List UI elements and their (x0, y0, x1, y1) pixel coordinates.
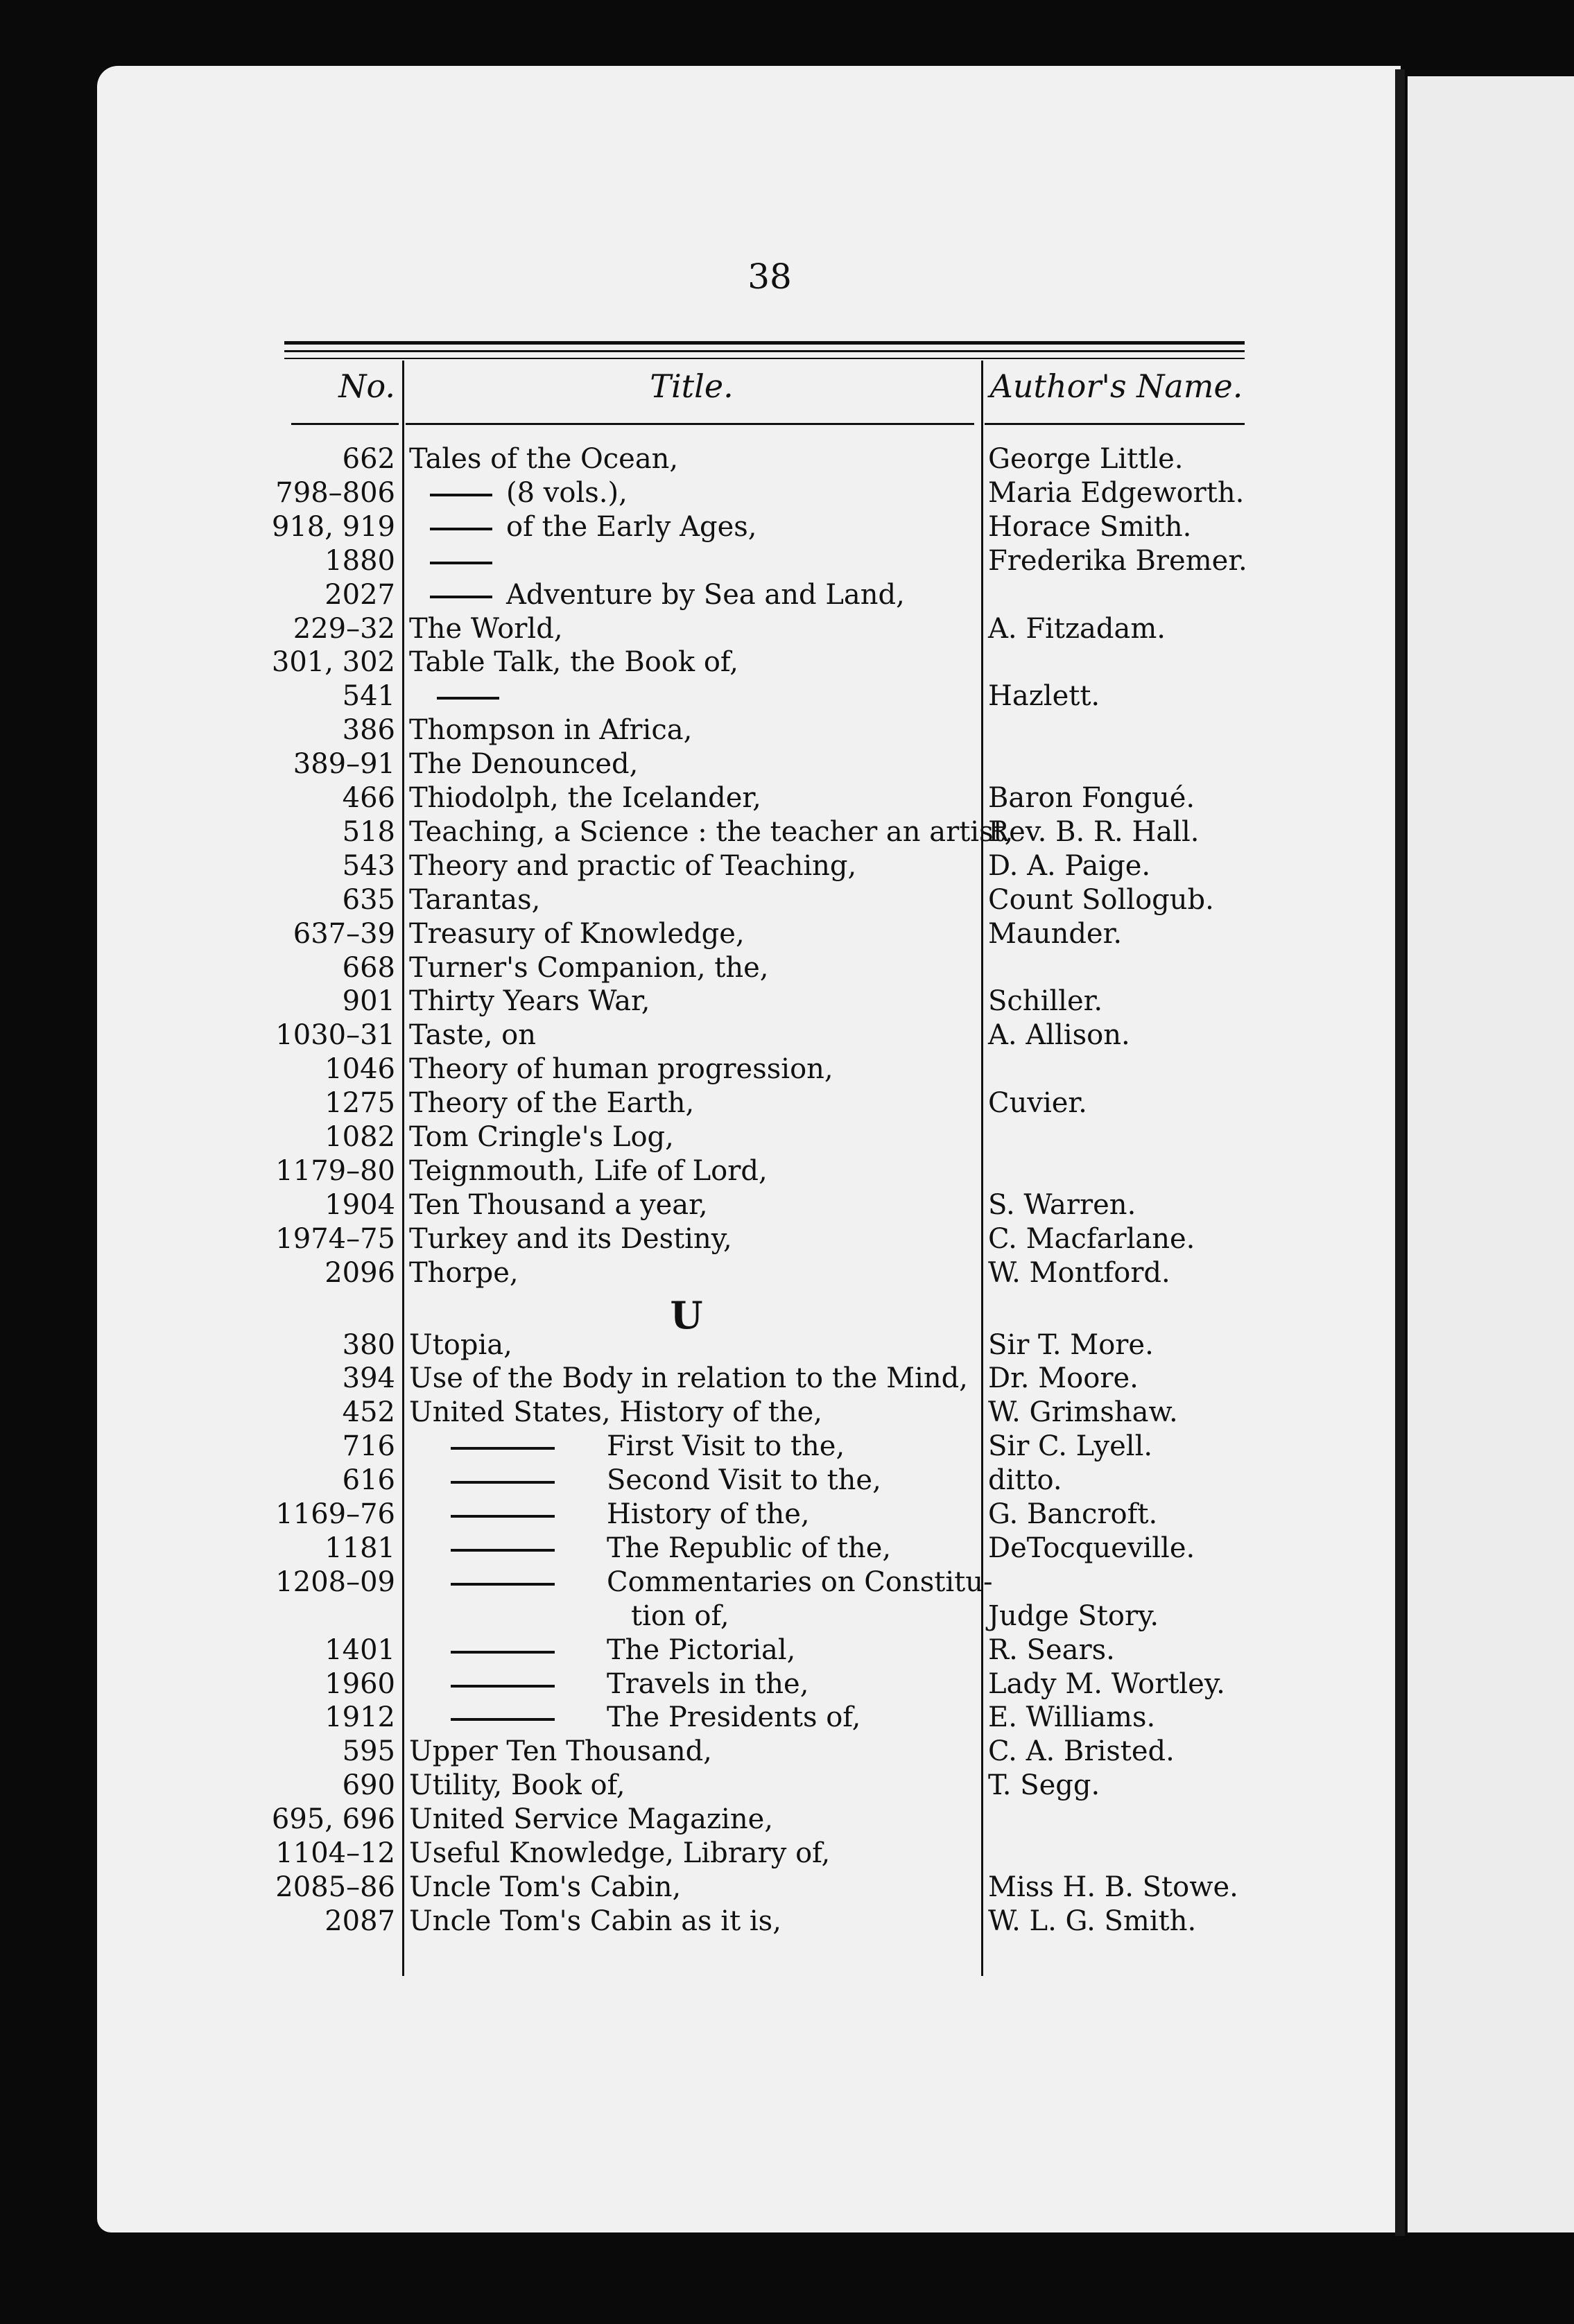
entry-title-text: The Denounced, (409, 748, 639, 781)
entry-title (409, 1532, 978, 1565)
entry-title-text: Utility, Book of, (409, 1769, 625, 1802)
entry-title (409, 679, 978, 713)
entry-title (409, 747, 978, 781)
ditto-dash (437, 697, 499, 700)
entry-number: 541 (342, 680, 395, 713)
entry-title (409, 1837, 978, 1870)
table-row (0, 1871, 1304, 1904)
table-row (0, 1599, 1304, 1633)
entry-number: 1401 (325, 1633, 395, 1666)
ditto-dash (451, 1685, 555, 1688)
entry-title (409, 1871, 978, 1904)
entry-number: 2085–86 (275, 1871, 395, 1903)
table-row (0, 1566, 1304, 1599)
entry-number: 1275 (325, 1087, 395, 1120)
entry-title-text: Use of the Body in relation to the Mind, (409, 1362, 968, 1395)
entry-title-text: Teignmouth, Life of Lord, (409, 1154, 768, 1187)
entry-title (409, 1120, 978, 1154)
table-row (0, 1052, 1304, 1086)
ditto-dash (451, 1583, 555, 1586)
entry-title (409, 985, 978, 1018)
table-row (0, 1256, 1304, 1290)
entry-title (409, 1701, 978, 1734)
entry-author: George Little. (988, 443, 1184, 475)
entry-title-text: Adventure by Sea and Land, (506, 578, 905, 611)
entry-author: Cuvier. (988, 1087, 1087, 1120)
entry-title (409, 476, 978, 510)
entry-author: D. A. Paige. (988, 849, 1151, 882)
entry-author: Judge Story. (988, 1599, 1159, 1632)
entry-author: Baron Fongué. (988, 782, 1195, 814)
entry-title-text: The Presidents of, (607, 1701, 861, 1734)
book-spine (1395, 69, 1405, 2236)
entry-author: Count Sollogub. (988, 883, 1214, 916)
entry-title (409, 578, 978, 612)
entry-title (409, 612, 978, 645)
ditto-dash (430, 562, 492, 564)
entry-title (409, 1154, 978, 1188)
page-number: 38 (747, 257, 792, 297)
table-row (0, 951, 1304, 985)
facing-page-edge (1408, 76, 1574, 2232)
entry-title-text: Taste, on (409, 1019, 536, 1052)
table-row (0, 815, 1304, 849)
column-header-author: Author's Name. (989, 367, 1243, 405)
table-row (0, 985, 1304, 1018)
entry-author: C. Macfarlane. (988, 1222, 1195, 1255)
header-rule (284, 350, 1245, 352)
entry-title-text: The Pictorial, (607, 1633, 796, 1666)
entry-author: Horace Smith. (988, 510, 1192, 543)
header-rule (284, 341, 1245, 345)
entry-title-text: Thompson in Africa, (409, 714, 693, 747)
entry-title-text: tion of, (631, 1599, 729, 1632)
entry-title-text: Ten Thousand a year, (409, 1188, 708, 1221)
entry-number: 1030–31 (275, 1019, 395, 1052)
entry-title (409, 917, 978, 951)
entry-author: W. Grimshaw. (988, 1396, 1178, 1429)
table-row (0, 1769, 1304, 1802)
entry-number: 1181 (325, 1532, 395, 1564)
table-row (0, 1837, 1304, 1870)
entry-author: Dr. Moore. (988, 1362, 1139, 1395)
entry-title-text: Treasury of Knowledge, (409, 917, 745, 950)
ditto-dash (451, 1718, 555, 1721)
entry-title (409, 1362, 978, 1395)
entry-title-text: History of the, (607, 1498, 810, 1530)
entry-title (409, 1633, 978, 1667)
table-row (0, 645, 1304, 679)
table-row (0, 1735, 1304, 1768)
entry-title-text: (8 vols.), (506, 476, 628, 509)
table-row (0, 1633, 1304, 1667)
entry-author: Frederika Bremer. (988, 544, 1247, 577)
table-row (0, 781, 1304, 815)
entry-title-text: Travels in the, (607, 1667, 809, 1700)
table-row (0, 1532, 1304, 1565)
table-row (0, 917, 1304, 951)
entry-title-text: of the Early Ages, (506, 510, 757, 543)
entry-number: 716 (342, 1430, 395, 1463)
entry-number: 301, 302 (271, 646, 395, 679)
entry-title-text: Turner's Companion, the, (409, 951, 769, 984)
entry-title (409, 1188, 978, 1222)
entry-title-text: Theory of human progression, (409, 1053, 833, 1086)
entry-title-text: Theory and practic of Teaching, (409, 849, 857, 882)
column-underline (985, 423, 1245, 425)
entry-title (409, 1430, 978, 1463)
entry-number: 635 (342, 883, 395, 916)
entry-title (409, 442, 978, 476)
entry-title (409, 883, 978, 917)
entry-title (409, 815, 1014, 849)
entry-title (409, 781, 978, 815)
entry-author: S. Warren. (988, 1188, 1136, 1221)
entry-title-text: Tarantas, (409, 883, 541, 916)
entry-number: 380 (342, 1328, 395, 1361)
entry-number: 394 (342, 1362, 395, 1395)
entry-author: Lady M. Wortley. (988, 1667, 1225, 1700)
entry-title (409, 1086, 978, 1120)
entry-title-text: The World, (409, 612, 563, 645)
ditto-dash (451, 1447, 555, 1450)
entry-author: R. Sears. (988, 1633, 1115, 1666)
ditto-dash (451, 1549, 555, 1552)
entry-author: Hazlett. (988, 680, 1100, 713)
entry-number: 595 (342, 1735, 395, 1768)
table-row (0, 1018, 1304, 1052)
entry-number: 1974–75 (275, 1222, 395, 1255)
table-row (0, 1667, 1304, 1701)
entry-number: 543 (342, 849, 395, 882)
entry-title-text: Useful Knowledge, Library of, (409, 1837, 831, 1869)
entry-number: 798–806 (275, 476, 395, 509)
entry-title (409, 1498, 978, 1531)
entry-author: C. A. Bristed. (988, 1735, 1175, 1768)
entry-title-text: Tales of the Ocean, (409, 443, 679, 475)
table-row (0, 1120, 1304, 1154)
entry-number: 918, 919 (271, 510, 395, 543)
entry-number: 466 (342, 782, 395, 814)
table-row (0, 679, 1304, 713)
ditto-dash (430, 494, 492, 496)
entry-title-text: Uncle Tom's Cabin, (409, 1871, 682, 1903)
table-row (0, 747, 1304, 781)
entry-title-text: Thiodolph, the Icelander, (409, 782, 761, 814)
entry-number: 690 (342, 1769, 395, 1802)
entry-author: Maunder. (988, 917, 1123, 950)
entry-title-text: Uncle Tom's Cabin as it is, (409, 1905, 781, 1937)
entry-number: 1912 (325, 1701, 395, 1734)
entry-title-text: Upper Ten Thousand, (409, 1735, 712, 1768)
entry-title-text: Turkey and its Destiny, (409, 1222, 732, 1255)
table-row (0, 1362, 1304, 1395)
entry-number: 386 (342, 714, 395, 747)
entry-title-text: Table Talk, the Book of, (409, 646, 738, 679)
entry-number: 452 (342, 1396, 395, 1429)
entry-title (409, 1256, 978, 1290)
column-underline (406, 423, 974, 425)
column-underline (291, 423, 399, 425)
entry-author: Rev. B. R. Hall. (988, 815, 1200, 848)
column-header-title: Title. (650, 367, 734, 405)
entry-title-text: Second Visit to the, (607, 1464, 881, 1497)
entry-number: 1082 (325, 1121, 395, 1153)
entry-title (409, 1667, 978, 1701)
entry-title-text: Tom Cringle's Log, (409, 1121, 674, 1153)
entry-title-text: Thorpe, (409, 1256, 519, 1289)
table-row (0, 1396, 1304, 1429)
entry-number: 1046 (325, 1053, 395, 1086)
table-row (0, 544, 1304, 578)
entry-number: 637–39 (293, 917, 395, 950)
entry-number: 2087 (325, 1905, 395, 1937)
entry-author: A. Fitzadam. (988, 612, 1166, 645)
entry-number: 2096 (325, 1256, 395, 1289)
entry-title-text: United Service Magazine, (409, 1803, 773, 1836)
table-row (0, 510, 1304, 544)
entry-title (409, 1905, 978, 1938)
table-row (0, 883, 1304, 917)
entry-number: 901 (342, 985, 395, 1018)
entry-number: 1104–12 (275, 1837, 395, 1869)
entry-title (409, 1222, 978, 1256)
entry-number: 662 (342, 443, 395, 475)
table-row (0, 849, 1304, 883)
entry-title (409, 713, 978, 747)
ditto-dash (451, 1651, 555, 1654)
entry-title (409, 951, 978, 985)
entry-title (409, 1018, 978, 1052)
entry-author: Schiller. (988, 985, 1103, 1018)
table-row (0, 476, 1304, 510)
ditto-dash (430, 596, 492, 598)
entry-title (409, 1052, 978, 1086)
table-row (0, 1430, 1304, 1463)
entry-number: 1208–09 (275, 1566, 395, 1598)
table-row (0, 1498, 1304, 1531)
entry-author: E. Williams. (988, 1701, 1156, 1734)
entry-title (409, 1328, 978, 1362)
entry-title (409, 1735, 978, 1768)
entry-author: Sir C. Lyell. (988, 1430, 1153, 1463)
entry-title (409, 1396, 978, 1429)
table-row (0, 1701, 1304, 1734)
table-row (0, 578, 1304, 612)
entry-title-text: Utopia, (409, 1328, 512, 1361)
table-row (0, 713, 1304, 747)
entry-title-text: Thirty Years War, (409, 985, 650, 1018)
entry-number: 229–32 (293, 612, 395, 645)
table-row (0, 1328, 1304, 1362)
table-row (0, 1188, 1304, 1222)
entry-title (409, 849, 978, 883)
entry-number: 389–91 (293, 748, 395, 781)
entry-title (409, 1566, 993, 1599)
entry-author: Maria Edgeworth. (988, 476, 1245, 509)
entry-number: 1904 (325, 1188, 395, 1221)
entry-author: A. Allison. (988, 1019, 1130, 1052)
entry-title (409, 510, 978, 544)
entry-title-text: Teaching, a Science : the teacher an artist, (409, 815, 1014, 848)
table-row (0, 1905, 1304, 1938)
entry-number: 1169–76 (275, 1498, 395, 1530)
entry-author: Miss H. B. Stowe. (988, 1871, 1238, 1903)
table-row (0, 1464, 1304, 1497)
entry-author: T. Segg. (988, 1769, 1100, 1802)
section-letter: U (670, 1293, 703, 1337)
entry-author: Sir T. More. (988, 1328, 1154, 1361)
entry-title (409, 1464, 978, 1497)
entry-title-text: United States, History of the, (409, 1396, 822, 1429)
entry-title (409, 1769, 978, 1802)
ditto-dash (430, 528, 492, 530)
table-row (0, 1086, 1304, 1120)
header-rule (284, 358, 1245, 359)
entry-title-text: First Visit to the, (607, 1430, 845, 1463)
entry-title-text: The Republic of the, (607, 1532, 892, 1564)
entry-number: 668 (342, 951, 395, 984)
entry-number: 1179–80 (275, 1154, 395, 1187)
table-row (0, 1803, 1304, 1836)
table-row (0, 1222, 1304, 1256)
column-header-no: No. (338, 367, 395, 405)
ditto-dash (451, 1481, 555, 1484)
ditto-dash (451, 1515, 555, 1518)
entry-author: G. Bancroft. (988, 1498, 1158, 1530)
entry-author: W. Montford. (988, 1256, 1170, 1289)
entry-number: 1880 (325, 544, 395, 577)
table-row (0, 442, 1304, 476)
entry-title (409, 1803, 978, 1836)
entry-title-text: Commentaries on Constitu- (607, 1566, 993, 1598)
entry-author: W. L. G. Smith. (988, 1905, 1197, 1937)
entry-title-text: Theory of the Earth, (409, 1087, 695, 1120)
entry-title (409, 645, 978, 679)
table-row (0, 1154, 1304, 1188)
entry-number: 2027 (325, 578, 395, 611)
entry-number: 1960 (325, 1667, 395, 1700)
entry-author: DeTocqueville. (988, 1532, 1195, 1564)
entry-author: ditto. (988, 1464, 1062, 1497)
entry-title (409, 1599, 978, 1633)
entry-title (409, 544, 978, 578)
entry-number: 518 (342, 815, 395, 848)
entry-number: 695, 696 (271, 1803, 395, 1836)
entry-number: 616 (342, 1464, 395, 1497)
table-row (0, 612, 1304, 645)
